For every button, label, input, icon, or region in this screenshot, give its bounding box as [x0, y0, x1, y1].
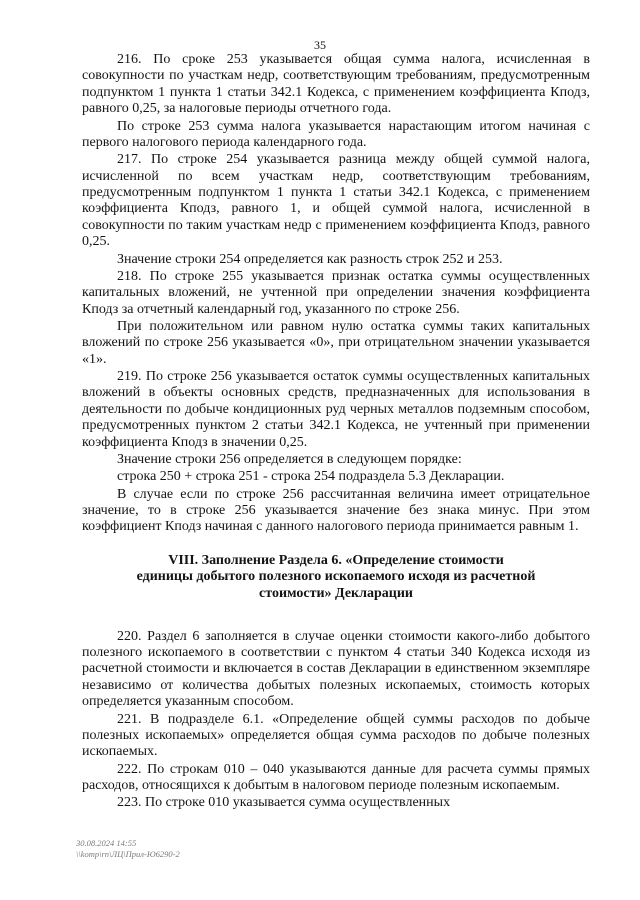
paragraph-220: 220. Раздел 6 заполняется в случае оценки стоимости какого-либо добытого полезного ископаемого в соответствии с пунктом 4 статьи 340 Кодекса исходя из расчетной стоимости и включается в состав Декларации в единственном экземпляре независимо от количества добытых полезных ископаемых, стоимость которых определяется указанным способом. — [82, 628, 590, 710]
section-heading — [82, 553, 590, 603]
paragraph-218: 218. По строке 255 указывается признак остатка суммы осуществленных капитальных вложений, не учтенной при определении значения коэффициента Кподз за отчетный календарный год, указанного по строке 256. — [82, 268, 590, 317]
paragraph-219: 219. По строке 256 указывается остаток суммы осуществленных капитальных вложений в объекты основных средств, предназначенных для использования в деятельности по добыче кондиционных руд черных металлов подземным способом, предусмотренных пунктом 2 статьи 342.1 Кодекса, не учтенный при применении коэффициента Кподз в значении 0,25. — [82, 369, 590, 450]
paragraph-221: 221. В подразделе 6.1. «Определение общей суммы расходов по добыче полезных ископаемых» определяется общая сумма расходов по добыче полезных ископаемых. — [82, 711, 590, 760]
paragraph-256-negative: В случае если по строке 256 рассчитанная величина имеет отрицательное значение, то в строке 256 указывается значение без знака минус. При этом коэффициент Кподз начиная с данного налогового периода принимается равным 1. — [82, 486, 590, 535]
paragraph-256-order: Значение строки 256 определяется в следующем порядке: — [117, 451, 462, 467]
paragraph-255-note: При положительном или равном нулю остатка суммы таких капитальных вложений по строке 256 указывается «0», при отрицательном значении указывается «1». — [82, 318, 590, 367]
paragraph-217: 217. По строке 254 указывается разница между общей суммой налога, исчисленной по всем участкам недр, соответствующим требованиям, предусмотренным подпунктом 1 пункта 1 статьи 342.1 Кодекса, с применением коэффициента Кподз, равного 1, и общей суммой налога, исчисленной в совокупности по таким участкам недр с применением коэффициента Кподз, равного 0,25. — [82, 152, 590, 250]
page-number: 35 — [314, 38, 326, 52]
footer-file-path: \\komp\rn\ЛЦ\Прил-Ю6290-2 — [76, 848, 180, 859]
section-heading-line: стоимости» Декларации — [259, 585, 413, 601]
footer-file-info — [76, 838, 180, 859]
document-body — [82, 52, 590, 813]
section-heading-line: VIII. Заполнение Раздела 6. «Определение стоимости — [168, 552, 504, 568]
paragraph-256-formula: строка 250 + строка 251 - строка 254 подраздела 5.3 Декларации. — [117, 469, 505, 485]
paragraph-223: 223. По строке 010 указывается сумма осуществленных — [117, 795, 451, 811]
footer-timestamp: 30.08.2024 14:55 — [76, 838, 137, 848]
paragraph-216: 216. По сроке 253 указывается общая сумма налога, исчисленная в совокупности по участкам недр, соответствующим требованиям, предусмотренным подпунктом 1 пункта 1 статьи 342.1 Кодекса, с применением коэффициента Кподз, равного 0,25, за налоговые периоды отчетного года. — [82, 52, 590, 117]
section-heading-line: единицы добытого полезного ископаемого исходя из расчетной — [136, 569, 536, 585]
paragraph-254-note: Значение строки 254 определяется как разность строк 252 и 253. — [117, 251, 503, 267]
paragraph-253-note: По строке 253 сумма налога указывается нарастающим итогом начиная с первого налогового периода календарного года. — [82, 118, 590, 150]
paragraph-222: 222. По строкам 010 – 040 указываются данные для расчета суммы прямых расходов, относящихся к добытым в налоговом периоде полезным ископаемым. — [82, 761, 590, 794]
